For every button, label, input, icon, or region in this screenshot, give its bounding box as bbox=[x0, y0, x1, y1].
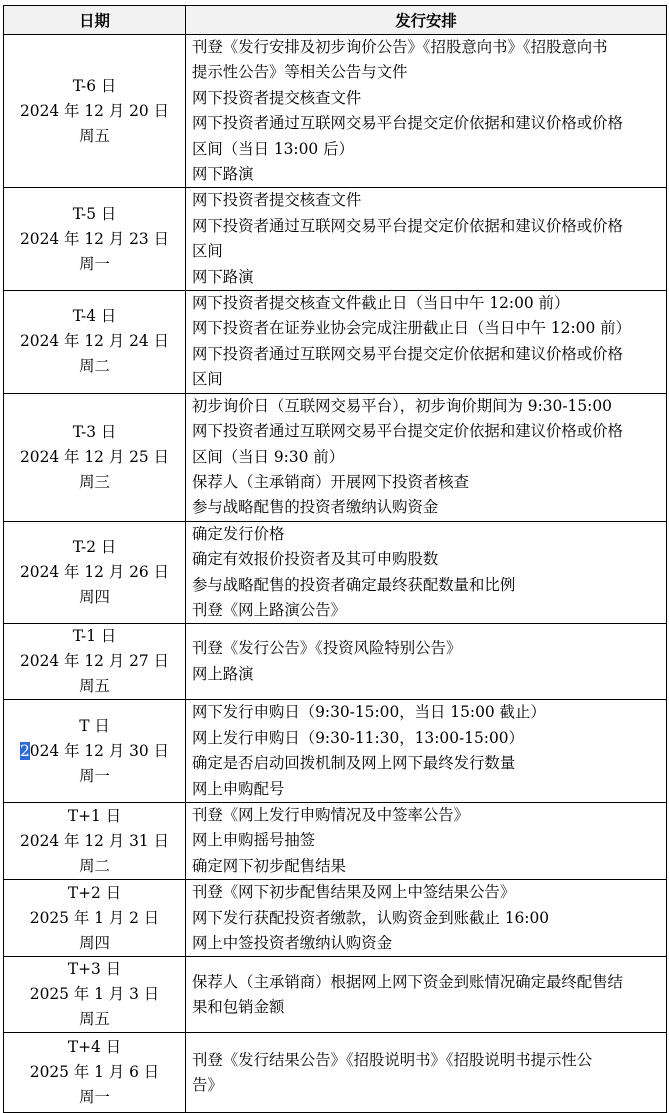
day-label: T-4 日 bbox=[72, 307, 117, 326]
arrangement-line: 刊登《网上路演公告》 bbox=[192, 600, 346, 619]
weekday-label: 周二 bbox=[79, 357, 110, 376]
arrangement-line: 刊登《网下初步配售结果及网上中签结果公告》 bbox=[192, 883, 516, 902]
arrangement-line: 网上中签投资者缴纳认购资金 bbox=[192, 934, 393, 952]
arrangement-line: 告》 bbox=[192, 1075, 223, 1094]
weekday-label: 周五 bbox=[79, 126, 110, 145]
weekday-label: 周三 bbox=[79, 472, 110, 491]
arrangement-line: 网下投资者通过互联网交易平台提交定价依据和建议价格或价格 bbox=[192, 216, 623, 235]
arrangement-line: 网下投资者通过互联网交易平台提交定价依据和建议价格或价格 bbox=[192, 422, 623, 441]
date-cell bbox=[4, 802, 186, 879]
arrangement-line: 确定有效报价投资者及其可申购股数 bbox=[192, 550, 439, 569]
table-header-row bbox=[4, 6, 667, 35]
table-row bbox=[4, 624, 667, 700]
date-cell bbox=[4, 188, 186, 291]
arrangement-line: 确定是否启动回拨机制及网上网下最终发行数量 bbox=[192, 754, 516, 773]
arrangement-line: 保荐人（主承销商）开展网下投资者核查 bbox=[192, 472, 470, 491]
date-cell bbox=[4, 700, 186, 803]
calendar-date: 2024 年 12 月 30 日 bbox=[20, 741, 169, 760]
arrangement-line: 参与战略配售的投资者缴纳认购资金 bbox=[192, 498, 439, 517]
arrangement-line: 网下发行获配投资者缴款，认购资金到账截止 16:00 bbox=[192, 908, 550, 927]
arrangement-cell bbox=[186, 393, 667, 521]
date-cell bbox=[4, 291, 186, 394]
weekday-label: 周一 bbox=[79, 766, 110, 785]
table-row bbox=[4, 35, 667, 188]
text-selection-highlight: 2 bbox=[20, 741, 30, 760]
date-cell bbox=[4, 35, 186, 188]
calendar-date: 2024 年 12 月 25 日 bbox=[20, 447, 169, 466]
issuance-schedule-table bbox=[3, 5, 667, 1113]
calendar-date: 2024 年 12 月 27 日 bbox=[20, 652, 169, 671]
arrangement-line: 网上发行申购日（9:30-11:30，13:00-15:00） bbox=[192, 728, 524, 747]
date-cell bbox=[4, 393, 186, 521]
arrangement-cell bbox=[186, 35, 667, 188]
date-cell bbox=[4, 521, 186, 624]
weekday-label: 周五 bbox=[79, 1010, 110, 1029]
arrangement-line: 网下投资者通过互联网交易平台提交定价依据和建议价格或价格 bbox=[192, 114, 623, 133]
arrangement-line: 刊登《发行结果公告》《招股说明书》《招股说明书提示性公 bbox=[192, 1050, 593, 1069]
date-cell bbox=[4, 1033, 186, 1113]
arrangement-line: 网下投资者提交核查文件截止日（当日中午 12:00 前） bbox=[192, 294, 570, 313]
table-row bbox=[4, 188, 667, 291]
arrangement-line: 网下投资者在证券业协会完成注册截止日（当日中午 12:00 前） bbox=[192, 319, 631, 338]
date-cell bbox=[4, 957, 186, 1033]
arrangement-line: 网上申购配号 bbox=[192, 779, 285, 798]
arrangement-line: 确定网下初步配售结果 bbox=[192, 856, 346, 875]
arrangement-line: 区间 bbox=[192, 370, 223, 389]
calendar-date: 2024 年 12 月 23 日 bbox=[20, 229, 169, 248]
arrangement-cell bbox=[186, 291, 667, 394]
arrangement-line: 初步询价日（互联网交易平台），初步询价期间为 9:30-15:00 bbox=[192, 396, 612, 415]
calendar-date: 2024 年 12 月 20 日 bbox=[20, 101, 169, 120]
weekday-label: 周四 bbox=[79, 933, 110, 952]
calendar-date: 2024 年 12 月 24 日 bbox=[20, 332, 169, 351]
table-row bbox=[4, 802, 667, 879]
arrangement-line: 网下发行申购日（9:30-15:00，当日 15:00 截止） bbox=[192, 703, 546, 722]
date-cell bbox=[4, 880, 186, 957]
arrangement-line: 网下投资者提交核查文件 bbox=[192, 191, 362, 210]
arrangement-line: 果和包销金额 bbox=[192, 997, 285, 1016]
arrangement-line: 网上路演 bbox=[192, 664, 254, 683]
arrangement-line: 网下投资者通过互联网交易平台提交定价依据和建议价格或价格 bbox=[192, 344, 623, 363]
arrangement-line: 区间 bbox=[192, 242, 223, 261]
arrangement-line: 提示性公告》等相关公告与文件 bbox=[192, 63, 408, 82]
table-row bbox=[4, 957, 667, 1033]
table-row bbox=[4, 880, 667, 957]
table-row bbox=[4, 291, 667, 394]
day-label: T+3 日 bbox=[67, 960, 122, 979]
arrangement-cell bbox=[186, 802, 667, 879]
table-row bbox=[4, 521, 667, 624]
arrangement-line: 刊登《网上发行申购情况及中签率公告》 bbox=[192, 805, 470, 824]
weekday-label: 周五 bbox=[79, 677, 110, 696]
arrangement-cell bbox=[186, 700, 667, 803]
schedule-body bbox=[4, 35, 667, 1113]
weekday-label: 周四 bbox=[79, 588, 110, 607]
day-label: T-6 日 bbox=[72, 76, 117, 95]
day-label: T-5 日 bbox=[72, 204, 117, 223]
arrangement-line: 区间（当日 13:00 后） bbox=[192, 139, 354, 158]
day-label: T-3 日 bbox=[72, 422, 117, 441]
arrangement-cell bbox=[186, 880, 667, 957]
arrangement-line: 保荐人（主承销商）根据网上网下资金到账情况确定最终配售结 bbox=[192, 972, 623, 991]
weekday-label: 周二 bbox=[79, 856, 110, 875]
day-label: T+1 日 bbox=[67, 806, 122, 825]
arrangement-cell bbox=[186, 957, 667, 1033]
table-row bbox=[4, 1033, 667, 1113]
day-label: T-2 日 bbox=[72, 538, 117, 557]
date-cell bbox=[4, 624, 186, 700]
arrangement-line: 刊登《发行安排及初步询价公告》《招股意向书》《招股意向书 bbox=[192, 38, 608, 56]
arrangement-line: 刊登《发行公告》《投资风险特别公告》 bbox=[192, 639, 462, 658]
calendar-date: 2025 年 1 月 3 日 bbox=[29, 985, 160, 1004]
date-column-header: 日期 bbox=[4, 6, 186, 35]
day-label: T+2 日 bbox=[67, 883, 122, 902]
day-label: T 日 bbox=[79, 716, 110, 735]
arrangement-line: 网上申购摇号抽签 bbox=[192, 831, 316, 850]
arrangement-line: 网下路演 bbox=[192, 267, 254, 286]
weekday-label: 周一 bbox=[79, 1088, 110, 1107]
table-row bbox=[4, 700, 667, 803]
calendar-date: 2024 年 12 月 26 日 bbox=[20, 563, 169, 582]
arrangement-line: 网下投资者提交核查文件 bbox=[192, 88, 362, 107]
arrangement-cell bbox=[186, 188, 667, 291]
arrangement-line: 区间（当日 9:30 前） bbox=[192, 447, 345, 466]
arrangement-line: 网下路演 bbox=[192, 165, 254, 184]
arrangement-cell bbox=[186, 624, 667, 700]
weekday-label: 周一 bbox=[79, 254, 110, 273]
arrangement-line: 参与战略配售的投资者确定最终获配数量和比例 bbox=[192, 575, 516, 594]
arrangement-column-header: 发行安排 bbox=[186, 6, 667, 35]
day-label: T-1 日 bbox=[72, 627, 117, 646]
calendar-date: 2025 年 1 月 6 日 bbox=[29, 1063, 160, 1082]
arrangement-line: 确定发行价格 bbox=[192, 524, 285, 543]
calendar-date: 2025 年 1 月 2 日 bbox=[29, 908, 160, 927]
day-label: T+4 日 bbox=[67, 1038, 122, 1057]
calendar-date: 2024 年 12 月 31 日 bbox=[20, 831, 169, 850]
arrangement-cell bbox=[186, 1033, 667, 1113]
arrangement-cell bbox=[186, 521, 667, 624]
table-row bbox=[4, 393, 667, 521]
